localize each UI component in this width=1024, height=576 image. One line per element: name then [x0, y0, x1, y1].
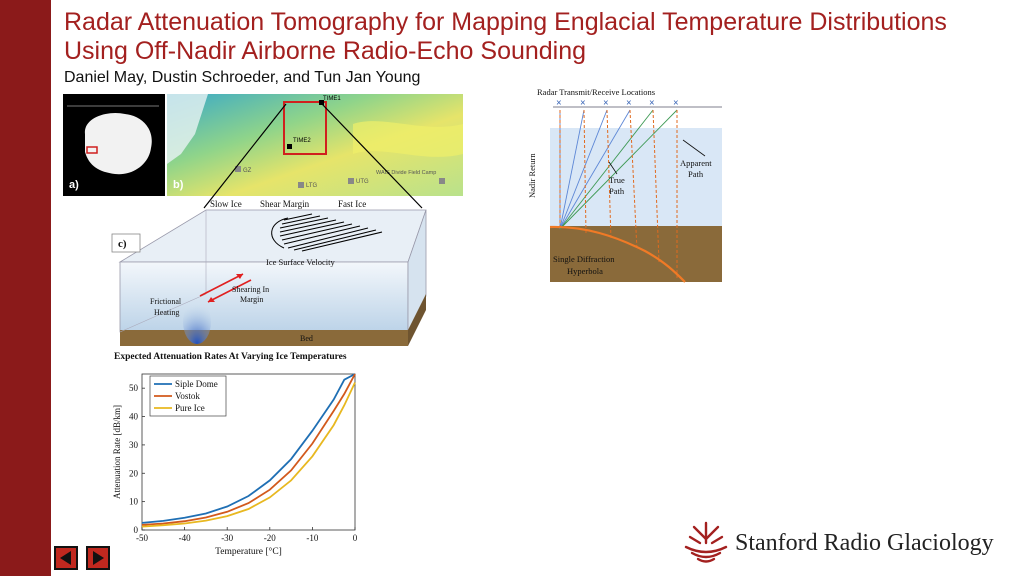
- chart-title: Expected Attenuation Rates At Varying Ice Temperatures: [114, 352, 347, 362]
- site-label: GZ: [243, 168, 252, 174]
- x-tick-label: 0: [352, 533, 358, 543]
- x-tick-label: -10: [306, 533, 319, 543]
- authors: Daniel May, Dustin Schroeder, and Tun Jan Young: [64, 69, 421, 86]
- x-tick-label: -40: [178, 533, 191, 543]
- left-arrow-icon: [56, 548, 76, 568]
- y-tick-label: 0: [133, 525, 138, 535]
- true-path-label: True: [609, 175, 625, 185]
- fast-ice-label: Fast Ice: [338, 199, 367, 209]
- y-tick-label: 10: [129, 496, 138, 507]
- radar-geometry-diagram: [525, 86, 725, 284]
- x-axis-label: Temperature [°C]: [215, 547, 282, 557]
- panel-c-label: c): [118, 238, 127, 250]
- svg-text:×: ×: [556, 98, 562, 109]
- x-tick-label: -30: [221, 533, 234, 543]
- y-tick-label: 30: [129, 439, 138, 450]
- slide-title: Radar Attenuation Tomography for Mapping Englacial Temperature Distributions Using Off-Nadir Airborne Radio-Echo Sounding: [64, 8, 947, 65]
- right-arrow-icon: [88, 548, 108, 568]
- next-slide-button[interactable]: [86, 546, 110, 570]
- apparent-path-label: Apparent: [680, 158, 712, 168]
- slow-ice-label: Slow Ice: [210, 199, 242, 209]
- frictional-label: Heating: [154, 308, 180, 317]
- site-label: UTG: [356, 179, 369, 185]
- site-label: WAIS Divide Field Camp: [376, 170, 437, 176]
- x-tick-label: -20: [263, 533, 276, 543]
- panel-b-label: b): [173, 179, 184, 191]
- y-tick-label: 50: [129, 383, 138, 394]
- hyperbola-label: Single Diffraction: [553, 254, 615, 264]
- site-label: TIME1: [323, 96, 341, 102]
- ice-block-diagram: [108, 198, 433, 348]
- true-path-label: Path: [609, 186, 625, 196]
- shearing-label: Shearing In: [232, 285, 270, 294]
- nadir-return-label: Nadir Return: [527, 153, 537, 198]
- shear-margin-label: Shear Margin: [260, 199, 310, 209]
- legend-label: Siple Dome: [175, 379, 218, 389]
- svg-text:×: ×: [580, 98, 586, 109]
- attenuation-chart: [110, 348, 385, 560]
- left-accent-bar: [0, 0, 51, 576]
- svg-text:×: ×: [649, 98, 655, 109]
- svg-text:×: ×: [626, 98, 632, 109]
- panel-a-label: a): [69, 179, 79, 191]
- zoom-lines: [190, 100, 430, 212]
- prev-slide-button[interactable]: [54, 546, 78, 570]
- y-axis-label: Attenuation Rate [dB/km]: [112, 405, 122, 499]
- site-label: TIME2: [293, 138, 311, 144]
- svg-text:×: ×: [603, 98, 609, 109]
- legend-label: Vostok: [175, 391, 200, 401]
- y-tick-label: 40: [129, 411, 138, 422]
- hyperbola-label: Hyperbola: [567, 266, 603, 276]
- site-label: LTG: [306, 183, 318, 189]
- legend-label: Pure Ice: [175, 403, 205, 413]
- y-tick-label: 20: [129, 468, 138, 479]
- frictional-label: Frictional: [150, 297, 182, 306]
- x-tick-label: -50: [136, 533, 148, 543]
- brand-name: Stanford Radio Glaciology: [735, 530, 994, 556]
- svg-text:×: ×: [673, 98, 679, 109]
- apparent-path-label: Path: [688, 169, 704, 179]
- transmit-locations-label: Radar Transmit/Receive Locations: [537, 87, 656, 97]
- ice-velocity-label: Ice Surface Velocity: [266, 257, 335, 267]
- bed-label: Bed: [300, 334, 313, 343]
- radio-glaciology-logo: [680, 519, 732, 569]
- shearing-label: Margin: [240, 295, 264, 304]
